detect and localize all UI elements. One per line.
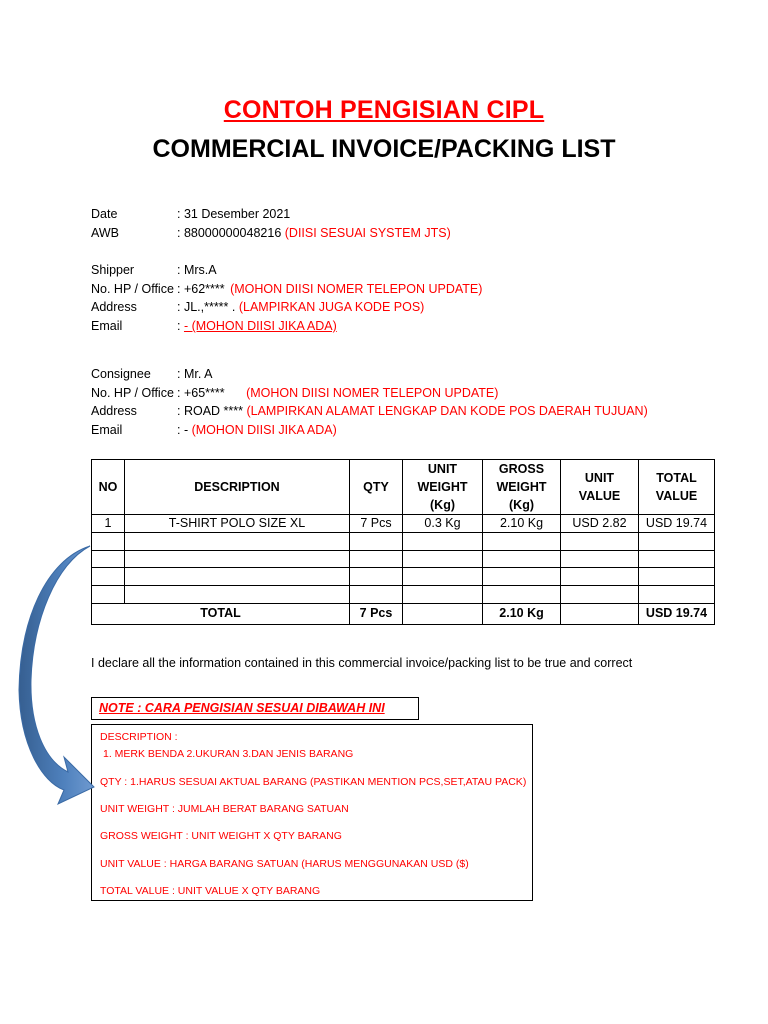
- page-title: CONTOH PENGISIAN CIPL: [223, 96, 545, 124]
- consignee-phone-value: : +65****: [177, 386, 225, 400]
- cell-unit-value: [561, 586, 639, 604]
- table-row: [92, 586, 715, 604]
- col-header-qty: QTY: [350, 460, 403, 515]
- table-row: [92, 515, 715, 533]
- awb-label: AWB: [91, 226, 120, 240]
- table-row: [92, 532, 715, 550]
- shipper-address-label: Address: [91, 300, 137, 314]
- consignee-email-row: [177, 421, 337, 440]
- guide-line: UNIT WEIGHT : JUMLAH BERAT BARANG SATUAN: [100, 803, 349, 815]
- table-header-row: [92, 460, 715, 515]
- cell-unit-value: [561, 550, 639, 568]
- shipper-address-row: [177, 298, 424, 317]
- shipper-value: : Mrs.A: [177, 263, 217, 277]
- consignee-address-value: : ROAD ****: [177, 404, 243, 418]
- cell-total-value: [639, 568, 715, 586]
- shipper-email-label: Email: [91, 319, 123, 333]
- col-header-no: NO: [92, 460, 125, 515]
- shipper-phone-row: [177, 280, 482, 299]
- total-unit-weight: [403, 603, 483, 624]
- col-header-unit-weight: [403, 460, 483, 515]
- total-unit-value: [561, 603, 639, 624]
- cell-gross-weight: [483, 532, 561, 550]
- shipper-email-value: :: [177, 319, 181, 333]
- consignee-phone-row: [177, 384, 498, 403]
- document-subtitle: COMMERCIAL INVOICE/PACKING LIST: [152, 135, 616, 163]
- table-row: [92, 550, 715, 568]
- col-header-description: DESCRIPTION: [125, 460, 350, 515]
- cell-description: [125, 568, 350, 586]
- curved-arrow-icon: [0, 0, 140, 1024]
- cell-description: [125, 550, 350, 568]
- shipper-address-note: (LAMPIRKAN JUGA KODE POS): [238, 300, 425, 314]
- cell-gross-weight: 2.10 Kg: [483, 515, 561, 533]
- shipper-label: Shipper: [91, 263, 135, 277]
- cell-unit-weight: [403, 586, 483, 604]
- cell-no: 1: [92, 515, 125, 533]
- guide-line: GROSS WEIGHT : UNIT WEIGHT X QTY BARANG: [100, 830, 342, 842]
- shipper-phone-note: (MOHON DIISI NOMER TELEPON UPDATE): [230, 282, 483, 296]
- consignee-email-note: (MOHON DIISI JIKA ADA): [191, 423, 337, 437]
- guide-line: QTY : 1.HARUS SESUAI AKTUAL BARANG (PASTIKAN MENTION PCS,SET,ATAU PACK): [100, 776, 527, 788]
- total-qty: 7 Pcs: [350, 603, 403, 624]
- col-header-line: TOTAL: [656, 471, 697, 485]
- cell-qty: [350, 532, 403, 550]
- col-header-line: (Kg): [430, 498, 455, 512]
- col-header-line: (Kg): [509, 498, 534, 512]
- guide-line: TOTAL VALUE : UNIT VALUE X QTY BARANG: [100, 885, 321, 897]
- cell-unit-value: [561, 532, 639, 550]
- guide-line: UNIT VALUE : HARGA BARANG SATUAN (HARUS MENGGUNAKAN USD ($): [100, 858, 469, 870]
- total-gross-weight: 2.10 Kg: [483, 603, 561, 624]
- cell-unit-value: [561, 568, 639, 586]
- consignee-email-value: : -: [177, 423, 189, 437]
- col-header-unit-value: [561, 460, 639, 515]
- cell-unit-weight: [403, 550, 483, 568]
- awb-value: : 88000000048216: [177, 226, 282, 240]
- note-title: NOTE : CARA PENGISIAN SESUAI DIBAWAH INI: [99, 701, 385, 715]
- col-header-line: UNIT: [584, 471, 615, 485]
- total-row: [92, 603, 715, 624]
- date-value: : 31 Desember 2021: [177, 207, 291, 221]
- col-header-gross-weight: [483, 460, 561, 515]
- total-value: USD 19.74: [639, 603, 715, 624]
- invoice-table: [91, 459, 715, 625]
- declaration-text: I declare all the information contained in this commercial invoice/packing list to be true and correct: [91, 656, 633, 670]
- consignee-phone-note: (MOHON DIISI NOMER TELEPON UPDATE): [246, 386, 499, 400]
- shipper-email-note[interactable]: - (MOHON DIISI JIKA ADA): [183, 319, 337, 333]
- cell-unit-value: USD 2.82: [561, 515, 639, 533]
- cell-description: [125, 586, 350, 604]
- consignee-value: : Mr. A: [177, 367, 213, 381]
- cell-total-value: [639, 586, 715, 604]
- cell-qty: [350, 586, 403, 604]
- cell-description: T-SHIRT POLO SIZE XL: [125, 515, 350, 533]
- col-header-line: GROSS: [498, 462, 545, 476]
- shipper-phone-value: : +62****: [177, 282, 225, 296]
- col-header-line: UNIT: [427, 462, 458, 476]
- col-header-line: WEIGHT: [496, 480, 547, 494]
- col-header-line: VALUE: [655, 489, 698, 503]
- shipper-address-value: : JL.,***** .: [177, 300, 236, 314]
- cell-total-value: USD 19.74: [639, 515, 715, 533]
- consignee-address-note: (LAMPIRKAN ALAMAT LENGKAP DAN KODE POS DAERAH TUJUAN): [246, 404, 648, 418]
- cell-total-value: [639, 532, 715, 550]
- awb-row: [177, 224, 451, 243]
- cell-gross-weight: [483, 550, 561, 568]
- table-row: [92, 568, 715, 586]
- awb-note: (DIISI SESUAI SYSTEM JTS): [284, 226, 451, 240]
- col-header-line: VALUE: [578, 489, 621, 503]
- cell-total-value: [639, 550, 715, 568]
- date-label: Date: [91, 207, 118, 221]
- note-title-box: [91, 697, 419, 720]
- consignee-address-label: Address: [91, 404, 137, 418]
- total-label: TOTAL: [92, 603, 350, 624]
- arrow-shape: [19, 546, 94, 804]
- note-guide-box: [91, 724, 533, 901]
- guide-line: DESCRIPTION :: [100, 731, 178, 743]
- cell-unit-weight: [403, 532, 483, 550]
- cell-qty: 7 Pcs: [350, 515, 403, 533]
- col-header-line: WEIGHT: [417, 480, 468, 494]
- cell-unit-weight: [403, 568, 483, 586]
- cell-gross-weight: [483, 586, 561, 604]
- guide-line: 1. MERK BENDA 2.UKURAN 3.DAN JENIS BARANG: [103, 748, 354, 760]
- shipper-phone-label: No. HP / Office: [91, 282, 174, 296]
- consignee-address-row: [177, 402, 648, 421]
- consignee-email-label: Email: [91, 423, 123, 437]
- consignee-phone-label: No. HP / Office: [91, 386, 174, 400]
- cell-qty: [350, 550, 403, 568]
- col-header-total-value: [639, 460, 715, 515]
- cell-description: [125, 532, 350, 550]
- cell-gross-weight: [483, 568, 561, 586]
- cell-qty: [350, 568, 403, 586]
- cell-unit-weight: 0.3 Kg: [403, 515, 483, 533]
- consignee-label: Consignee: [91, 367, 151, 381]
- shipper-email-row: [177, 317, 337, 336]
